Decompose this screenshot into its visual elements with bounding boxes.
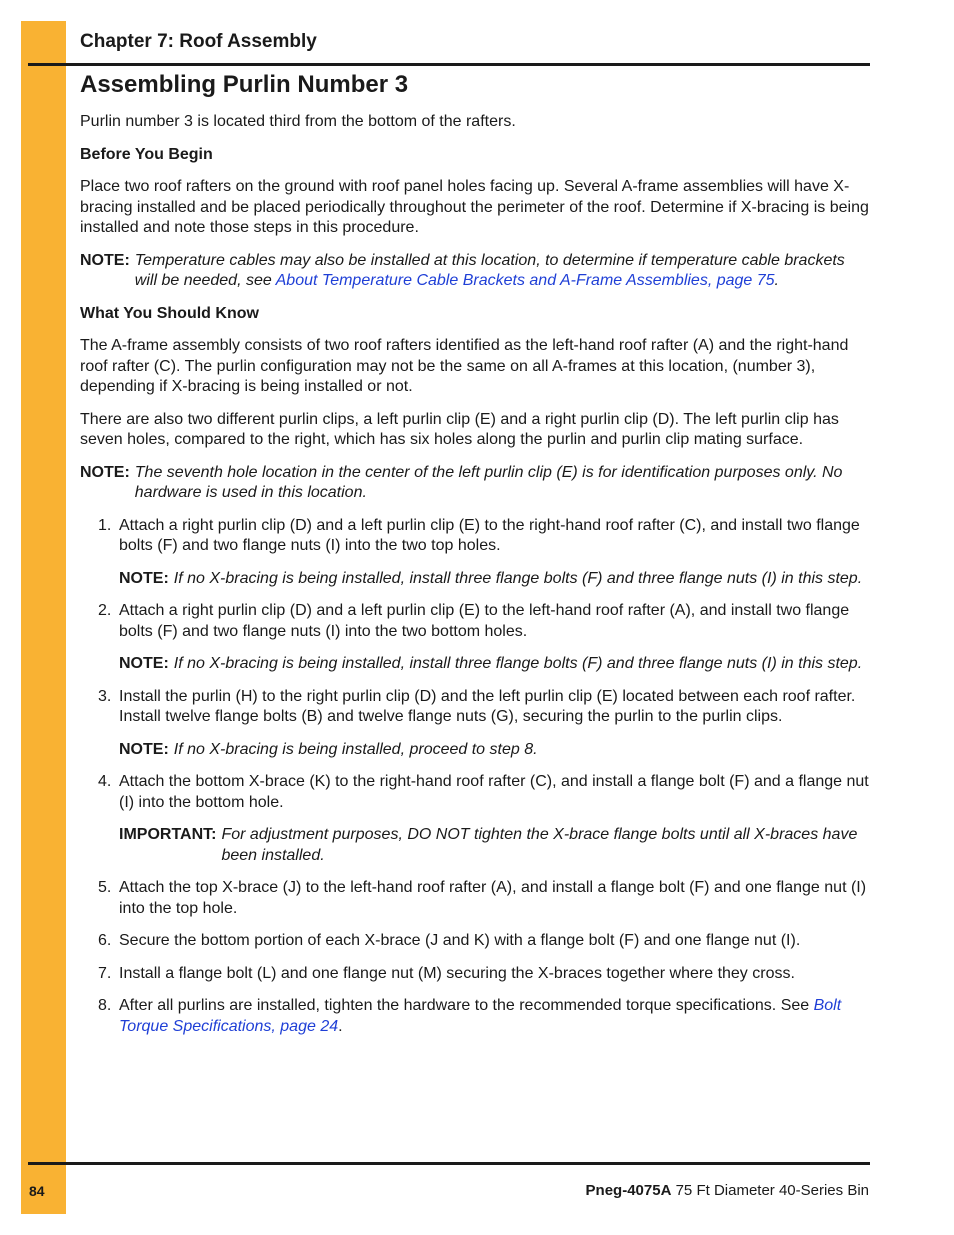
header-rule [28, 63, 870, 66]
step-1 [98, 516, 870, 557]
document-id [586, 1182, 869, 1199]
know-paragraph-2: There are also two different purlin clips, a left purlin clip (E) and a right purlin clip (D). The left purlin clip has seven holes, compared to the right, which has six holes along the purlin and purlin clip mating surface. [80, 410, 839, 448]
document-title: 75 Ft Diameter 40-Series Bin [671, 1182, 869, 1199]
step-number: 6. [98, 932, 112, 949]
important-text: For adjustment purposes, DO NOT tighten the X-brace flange bolts until all X-braces have been installed. [221, 826, 858, 864]
step-text: Install a flange bolt (L) and one flange nut (M) securing the X-braces together where they cross. [119, 964, 795, 982]
step-6 [98, 931, 870, 952]
procedure-steps [98, 516, 870, 1038]
intro-text: Purlin number 3 is located third from the bottom of the rafters. [80, 113, 516, 130]
step-number: 2. [98, 602, 112, 619]
sidebar-tab [21, 21, 66, 1214]
step-text [119, 996, 870, 1037]
step-number: 3. [98, 687, 112, 705]
footer-rule [28, 1162, 870, 1165]
step-1-note [119, 569, 870, 590]
before-note [80, 251, 870, 292]
note-text: The seventh hole location in the center of the left purlin clip (E) is for identification purposes only. No hardware is used in this location. [134, 463, 843, 501]
note-label: NOTE: [80, 463, 130, 481]
step-2-note [119, 654, 870, 675]
know-paragraph-1: The A-frame assembly consists of two roof rafters identified as the left-hand roof rafter (A) and the right-hand roof rafter (C). The purlin configuration may not be the same on all A-frames at this location, (number 3), depending if X-bracing is being installed or not. [80, 337, 849, 395]
step-number: 5. [98, 879, 112, 896]
note-text: If no X-bracing is being installed, proceed to step 8. [173, 740, 538, 758]
step-7 [98, 964, 870, 985]
before-text: Place two roof rafters on the ground with roof panel holes facing up. Several A-frame assemblies will have X-bracing installed and be placed periodically throughout the perimeter of the roof. Determine if X-bracing is being installed and note those steps in this procedure. [80, 178, 869, 236]
important-label: IMPORTANT: [119, 826, 217, 843]
know-note [80, 463, 870, 504]
note-label: NOTE: [80, 251, 130, 269]
note-end: . [774, 272, 779, 289]
step-5 [98, 878, 870, 919]
note-text: If no X-bracing is being installed, install three flange bolts (F) and three flange nuts (I) in this step. [173, 569, 863, 587]
step-4-important [119, 825, 870, 866]
page-title: Assembling Purlin Number 3 [80, 71, 409, 98]
step-text: Secure the bottom portion of each X-brace (J and K) with a flange bolt (F) and one flange nut (I). [119, 932, 801, 949]
step-text: Attach the bottom X-brace (K) to the right-hand roof rafter (C), and install a flange bolt (F) and a flange nut (I) into the bottom hole. [119, 773, 869, 811]
note-label: NOTE: [119, 569, 169, 587]
step-text: Attach the top X-brace (J) to the left-hand roof rafter (A), and install a flange bolt (F) and one flange nut (I) into the top hole. [119, 879, 867, 917]
note-body: Temperature cables may also be installed at this location, to determine if temperature cable brackets will be needed, see [134, 251, 845, 289]
step-number: 1. [98, 516, 112, 534]
bolt-torque-link[interactable]: Bolt Torque Specifications, page 24 [119, 997, 842, 1035]
step-text: Install the purlin (H) to the right purlin clip (D) and the left purlin clip (E) located between each roof rafter. Install twelve flange bolts (B) and twelve flange nuts (G), securing the purlin to the purlin clips. [119, 687, 856, 725]
note-text [135, 251, 870, 292]
step-3 [98, 687, 870, 728]
step-number: 4. [98, 773, 112, 790]
step-2 [98, 601, 870, 642]
step-8 [98, 996, 870, 1037]
step-body: After all purlins are installed, tighten the hardware to the recommended torque specifications. See [119, 997, 814, 1014]
step-text: Attach a right purlin clip (D) and a left purlin clip (E) to the right-hand roof rafter (C), and install two flange bolts (F) and two flange nuts (I) into the two top holes. [119, 516, 860, 554]
temperature-cable-link[interactable]: About Temperature Cable Brackets and A-Frame Assemblies, page 75 [275, 272, 775, 289]
step-number: 7. [98, 964, 112, 982]
before-heading: Before You Begin [80, 145, 213, 163]
page-number: 84 [29, 1183, 45, 1199]
step-4 [98, 772, 870, 813]
step-number: 8. [98, 997, 112, 1014]
note-label: NOTE: [119, 655, 169, 672]
step-end: . [338, 1017, 343, 1035]
document-code: Pneg-4075A [585, 1182, 672, 1199]
note-label: NOTE: [119, 740, 169, 758]
step-3-note [119, 740, 870, 761]
step-text: Attach a right purlin clip (D) and a left purlin clip (E) to the left-hand roof rafter (A), and install two flange bolts (F) and two flange nuts (I) into the two bottom holes. [119, 602, 850, 640]
know-heading: What You Should Know [80, 304, 259, 322]
chapter-header: Chapter 7: Roof Assembly [80, 31, 317, 52]
main-content [80, 70, 870, 1049]
note-text: If no X-bracing is being installed, install three flange bolts (F) and three flange nuts (I) in this step. [173, 655, 863, 672]
